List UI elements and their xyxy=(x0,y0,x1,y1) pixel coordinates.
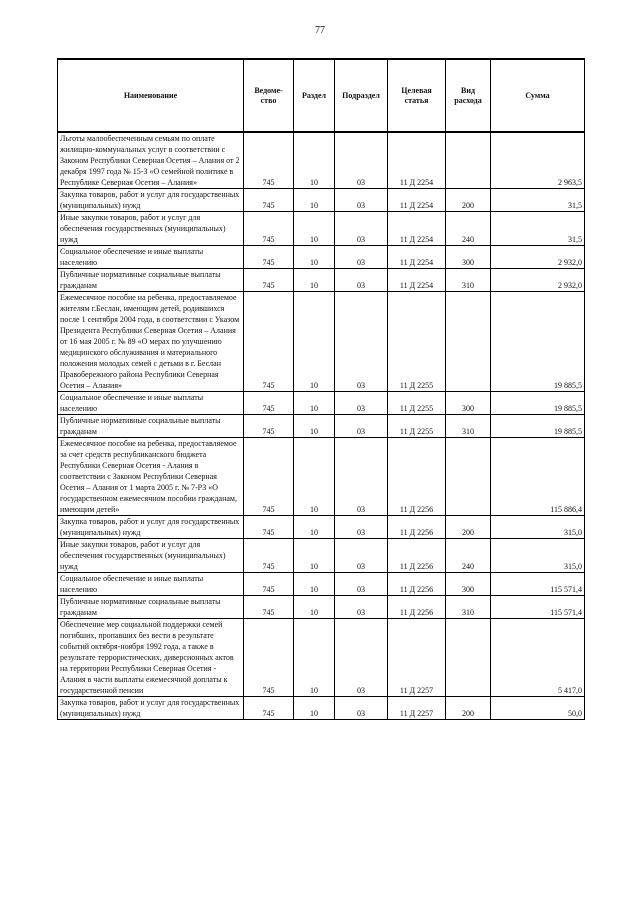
cell-razdel: 10 xyxy=(294,132,335,189)
cell-sum: 31,5 xyxy=(491,212,585,246)
header-target: Целевая статья xyxy=(388,59,446,132)
cell-name: Закупка товаров, работ и услуг для государственных (муниципальных) нужд xyxy=(58,189,244,212)
cell-podrazdel: 03 xyxy=(335,516,388,539)
table-row xyxy=(58,539,585,573)
cell-expense-type: 300 xyxy=(446,392,491,415)
cell-sum: 115 886,4 xyxy=(491,438,585,516)
header-expense-type: Вид расхода xyxy=(446,59,491,132)
cell-expense-type: 300 xyxy=(446,573,491,596)
cell-podrazdel: 03 xyxy=(335,189,388,212)
cell-podrazdel: 03 xyxy=(335,619,388,697)
cell-razdel: 10 xyxy=(294,189,335,212)
cell-name: Социальное обеспечение и иные выплаты населению xyxy=(58,392,244,415)
cell-vedomstvo: 745 xyxy=(244,516,294,539)
cell-expense-type xyxy=(446,132,491,189)
cell-expense-type: 240 xyxy=(446,539,491,573)
table-row xyxy=(58,292,585,392)
cell-name: Публичные нормативные социальные выплаты гражданам xyxy=(58,415,244,438)
cell-podrazdel: 03 xyxy=(335,132,388,189)
cell-expense-type xyxy=(446,438,491,516)
cell-target: 11 Д 2255 xyxy=(388,415,446,438)
cell-target: 11 Д 2254 xyxy=(388,246,446,269)
budget-table xyxy=(57,58,585,720)
cell-sum: 315,0 xyxy=(491,539,585,573)
cell-vedomstvo: 745 xyxy=(244,132,294,189)
cell-sum: 2 932,0 xyxy=(491,269,585,292)
cell-vedomstvo: 745 xyxy=(244,392,294,415)
cell-target: 11 Д 2254 xyxy=(388,189,446,212)
cell-vedomstvo: 745 xyxy=(244,539,294,573)
cell-podrazdel: 03 xyxy=(335,415,388,438)
cell-vedomstvo: 745 xyxy=(244,189,294,212)
cell-podrazdel: 03 xyxy=(335,596,388,619)
cell-podrazdel: 03 xyxy=(335,212,388,246)
header-name: Наименование xyxy=(58,59,244,132)
cell-target: 11 Д 2256 xyxy=(388,438,446,516)
cell-expense-type: 200 xyxy=(446,697,491,720)
cell-podrazdel: 03 xyxy=(335,438,388,516)
table-row xyxy=(58,415,585,438)
cell-vedomstvo: 745 xyxy=(244,415,294,438)
cell-vedomstvo: 745 xyxy=(244,573,294,596)
table-row xyxy=(58,573,585,596)
table-row xyxy=(58,392,585,415)
cell-sum: 2 963,5 xyxy=(491,132,585,189)
cell-target: 11 Д 2254 xyxy=(388,132,446,189)
cell-razdel: 10 xyxy=(294,697,335,720)
cell-razdel: 10 xyxy=(294,392,335,415)
table-row xyxy=(58,132,585,189)
table-row xyxy=(58,189,585,212)
cell-sum: 19 885,5 xyxy=(491,392,585,415)
page-number: 77 xyxy=(315,25,325,36)
cell-vedomstvo: 745 xyxy=(244,697,294,720)
cell-sum: 315,0 xyxy=(491,516,585,539)
cell-sum: 115 571,4 xyxy=(491,596,585,619)
cell-name: Публичные нормативные социальные выплаты гражданам xyxy=(58,269,244,292)
cell-razdel: 10 xyxy=(294,539,335,573)
table-row xyxy=(58,269,585,292)
cell-razdel: 10 xyxy=(294,292,335,392)
table-row xyxy=(58,619,585,697)
cell-target: 11 Д 2257 xyxy=(388,619,446,697)
cell-name: Иные закупки товаров, работ и услуг для обеспечения государственных (муниципальных) нужд xyxy=(58,539,244,573)
cell-expense-type: 310 xyxy=(446,415,491,438)
cell-name: Социальное обеспечение и иные выплаты населению xyxy=(58,573,244,596)
header-sum: Сумма xyxy=(491,59,585,132)
table-row xyxy=(58,246,585,269)
cell-sum: 115 571,4 xyxy=(491,573,585,596)
cell-target: 11 Д 2255 xyxy=(388,392,446,415)
table-row xyxy=(58,697,585,720)
cell-razdel: 10 xyxy=(294,596,335,619)
cell-expense-type xyxy=(446,292,491,392)
cell-expense-type xyxy=(446,619,491,697)
cell-razdel: 10 xyxy=(294,573,335,596)
header-podrazdel: Подраздел xyxy=(335,59,388,132)
cell-name: Льготы малообеспеченным семьям по оплате жилищно-коммунальных услуг в соответствии с Законом Республики Северная Осетия – Алания от 2 декабря 1997 года № 15-З «О семейной политике в Республике Северная Осетия – Алания» xyxy=(58,132,244,189)
cell-podrazdel: 03 xyxy=(335,697,388,720)
table-row xyxy=(58,438,585,516)
cell-razdel: 10 xyxy=(294,269,335,292)
cell-name: Ежемесячное пособие на ребенка, предоставляемое за счет средств республиканского бюджета Республики Северная Осетия - Алания в соответствии с Законом Республики Северная Осетия – Алания от 1 марта 2005 г. № 7-РЗ «О государственном ежемесячном пособии гражданам, имеющим детей» xyxy=(58,438,244,516)
cell-target: 11 Д 2254 xyxy=(388,212,446,246)
cell-razdel: 10 xyxy=(294,246,335,269)
cell-name: Иные закупки товаров, работ и услуг для обеспечения государственных (муниципальных) нужд xyxy=(58,212,244,246)
cell-sum: 5 417,0 xyxy=(491,619,585,697)
cell-target: 11 Д 2257 xyxy=(388,697,446,720)
cell-sum: 50,0 xyxy=(491,697,585,720)
cell-razdel: 10 xyxy=(294,516,335,539)
cell-razdel: 10 xyxy=(294,415,335,438)
cell-name: Социальное обеспечение и иные выплаты населению xyxy=(58,246,244,269)
header-razdel: Раздел xyxy=(294,59,335,132)
cell-sum: 31,5 xyxy=(491,189,585,212)
cell-expense-type: 200 xyxy=(446,516,491,539)
cell-razdel: 10 xyxy=(294,212,335,246)
cell-vedomstvo: 745 xyxy=(244,438,294,516)
header-vedomstvo: Ведоме- ство xyxy=(244,59,294,132)
cell-name: Закупка товаров, работ и услуг для государственных (муниципальных) нужд xyxy=(58,516,244,539)
cell-target: 11 Д 2256 xyxy=(388,539,446,573)
cell-sum: 2 932,0 xyxy=(491,246,585,269)
cell-target: 11 Д 2256 xyxy=(388,516,446,539)
table-row xyxy=(58,212,585,246)
cell-vedomstvo: 745 xyxy=(244,596,294,619)
cell-name: Публичные нормативные социальные выплаты гражданам xyxy=(58,596,244,619)
table-row xyxy=(58,516,585,539)
cell-expense-type: 200 xyxy=(446,189,491,212)
cell-expense-type: 300 xyxy=(446,246,491,269)
cell-vedomstvo: 745 xyxy=(244,292,294,392)
cell-vedomstvo: 745 xyxy=(244,212,294,246)
cell-podrazdel: 03 xyxy=(335,292,388,392)
table-row xyxy=(58,596,585,619)
cell-podrazdel: 03 xyxy=(335,392,388,415)
cell-name: Закупка товаров, работ и услуг для государственных (муниципальных) нужд xyxy=(58,697,244,720)
cell-expense-type: 240 xyxy=(446,212,491,246)
cell-target: 11 Д 2255 xyxy=(388,292,446,392)
cell-name: Ежемесячное пособие на ребенка, предоставляемое жителям г.Беслан, имеющим детей, родившихся после 1 сентября 2004 года, в соответствии с Указом Президента Республики Северная Осетия – Алания от 16 мая 2005 г. № 89 «О мерах по улучшению медицинского обслуживания и материального положения молодых семей с детьми в г. Беслан Правобережного района Республики Северная Осетия – Алания» xyxy=(58,292,244,392)
cell-target: 11 Д 2256 xyxy=(388,596,446,619)
cell-vedomstvo: 745 xyxy=(244,269,294,292)
cell-vedomstvo: 745 xyxy=(244,246,294,269)
cell-expense-type: 310 xyxy=(446,596,491,619)
cell-sum: 19 885,5 xyxy=(491,292,585,392)
cell-sum: 19 885,5 xyxy=(491,415,585,438)
cell-razdel: 10 xyxy=(294,619,335,697)
cell-razdel: 10 xyxy=(294,438,335,516)
cell-vedomstvo: 745 xyxy=(244,619,294,697)
cell-name: Обеспечение мер социальной поддержки семей погибших, пропавших без вести в результате событий октября-ноября 1992 года, а также в результате террористических, диверсионных актов на территории Республики Северная Осетия - Алания в части выплаты ежемесячной доплаты к государственной пенсии xyxy=(58,619,244,697)
header-row xyxy=(58,59,585,132)
cell-podrazdel: 03 xyxy=(335,573,388,596)
cell-target: 11 Д 2254 xyxy=(388,269,446,292)
cell-podrazdel: 03 xyxy=(335,246,388,269)
cell-podrazdel: 03 xyxy=(335,539,388,573)
cell-target: 11 Д 2256 xyxy=(388,573,446,596)
cell-podrazdel: 03 xyxy=(335,269,388,292)
cell-expense-type: 310 xyxy=(446,269,491,292)
